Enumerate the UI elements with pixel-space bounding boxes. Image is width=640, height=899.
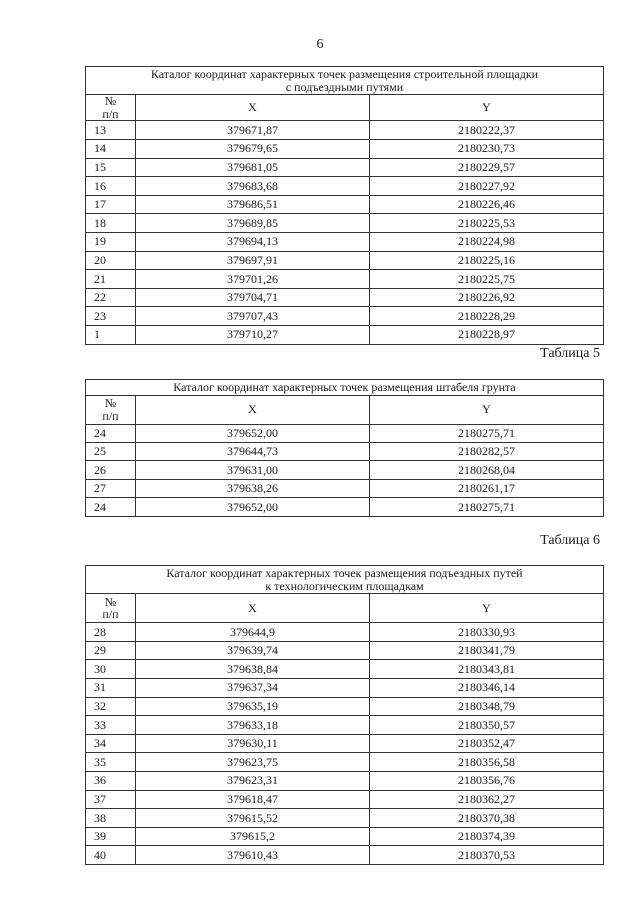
point-number-cell: 1 [86, 325, 136, 344]
y-coordinate-cell: 2180275,71 [370, 498, 604, 516]
y-coordinate-cell: 2180362,27 [370, 790, 604, 809]
coordinates-table-construction-site [85, 66, 604, 345]
x-coordinate-cell: 379686,51 [136, 195, 370, 214]
x-coordinate-cell: 379707,43 [136, 307, 370, 326]
y-coordinate-cell: 2180374,39 [370, 827, 604, 846]
x-coordinate-cell: 379637,34 [136, 678, 370, 697]
x-coordinate-cell: 379638,84 [136, 660, 370, 679]
column-header-y: Y [370, 95, 604, 121]
point-number-cell: 27 [86, 479, 136, 497]
x-coordinate-cell: 379638,26 [136, 479, 370, 497]
table-row [86, 325, 604, 344]
y-coordinate-cell: 2180222,37 [370, 121, 604, 140]
table-row [86, 771, 604, 790]
point-number-cell: 21 [86, 270, 136, 289]
point-number-cell: 28 [86, 623, 136, 642]
x-coordinate-cell: 379630,11 [136, 734, 370, 753]
table-row [86, 641, 604, 660]
table-title-line1: Каталог координат характерных точек размещения строительной площадки [150, 67, 539, 81]
y-coordinate-cell: 2180348,79 [370, 697, 604, 716]
x-coordinate-cell: 379618,47 [136, 790, 370, 809]
y-coordinate-cell: 2180356,58 [370, 753, 604, 772]
y-coordinate-cell: 2180282,57 [370, 442, 604, 460]
point-number-cell: 36 [86, 771, 136, 790]
table-row [86, 809, 604, 828]
column-header-y: Y [370, 594, 604, 623]
table-title [86, 380, 604, 396]
point-number-cell: 19 [86, 232, 136, 251]
table-body [86, 424, 604, 516]
column-header-number: № п/п [86, 395, 136, 424]
y-coordinate-cell: 2180370,38 [370, 809, 604, 828]
point-number-cell: 32 [86, 697, 136, 716]
table-row [86, 678, 604, 697]
point-number-cell: 14 [86, 139, 136, 158]
column-header-x: X [136, 95, 370, 121]
y-coordinate-cell: 2180226,92 [370, 288, 604, 307]
table-row [86, 716, 604, 735]
point-number-cell: 18 [86, 214, 136, 233]
x-coordinate-cell: 379644,9 [136, 623, 370, 642]
y-coordinate-cell: 2180225,16 [370, 251, 604, 270]
table-body [86, 121, 604, 344]
x-coordinate-cell: 379697,91 [136, 251, 370, 270]
column-header-y: Y [370, 395, 604, 424]
x-coordinate-cell: 379610,43 [136, 846, 370, 865]
y-coordinate-cell: 2180343,81 [370, 660, 604, 679]
column-header-x: X [136, 594, 370, 623]
column-header-number: № п/п [86, 594, 136, 623]
y-coordinate-cell: 2180370,53 [370, 846, 604, 865]
x-coordinate-cell: 379679,65 [136, 139, 370, 158]
point-number-cell: 23 [86, 307, 136, 326]
x-coordinate-cell: 379710,27 [136, 325, 370, 344]
table-row [86, 288, 604, 307]
x-coordinate-cell: 379623,75 [136, 753, 370, 772]
y-coordinate-cell: 2180346,14 [370, 678, 604, 697]
x-coordinate-cell: 379631,00 [136, 461, 370, 479]
table-caption-6: Таблица 6 [540, 533, 600, 548]
point-number-cell: 24 [86, 498, 136, 516]
table-title [86, 67, 604, 95]
x-coordinate-cell: 379652,00 [136, 424, 370, 442]
table-row [86, 827, 604, 846]
y-coordinate-cell: 2180275,71 [370, 424, 604, 442]
x-coordinate-cell: 379704,71 [136, 288, 370, 307]
table-row [86, 158, 604, 177]
table-row [86, 270, 604, 289]
coordinates-table-soil-stockpile [85, 379, 604, 517]
table-caption-5: Таблица 5 [540, 346, 600, 361]
table-row [86, 790, 604, 809]
x-coordinate-cell: 379671,87 [136, 121, 370, 140]
y-coordinate-cell: 2180226,46 [370, 195, 604, 214]
y-coordinate-cell: 2180350,57 [370, 716, 604, 735]
y-coordinate-cell: 2180224,98 [370, 232, 604, 251]
x-coordinate-cell: 379615,52 [136, 809, 370, 828]
table-row [86, 479, 604, 497]
point-number-cell: 17 [86, 195, 136, 214]
y-coordinate-cell: 2180228,29 [370, 307, 604, 326]
point-number-cell: 26 [86, 461, 136, 479]
table-row [86, 660, 604, 679]
y-coordinate-cell: 2180341,79 [370, 641, 604, 660]
column-header-x: X [136, 395, 370, 424]
table-row [86, 461, 604, 479]
point-number-cell: 31 [86, 678, 136, 697]
y-coordinate-cell: 2180330,93 [370, 623, 604, 642]
table-row [86, 734, 604, 753]
y-coordinate-cell: 2180225,53 [370, 214, 604, 233]
x-coordinate-cell: 379615,2 [136, 827, 370, 846]
y-coordinate-cell: 2180225,75 [370, 270, 604, 289]
x-coordinate-cell: 379652,00 [136, 498, 370, 516]
table-title-line1: Каталог координат характерных точек размещения подъездных путей [166, 566, 523, 580]
x-coordinate-cell: 379644,73 [136, 442, 370, 460]
point-number-cell: 34 [86, 734, 136, 753]
table-row [86, 251, 604, 270]
table-body [86, 623, 604, 865]
table-title [86, 566, 604, 594]
table-row [86, 442, 604, 460]
coordinates-table-access-roads [85, 565, 604, 865]
column-header-number: № п/п [86, 95, 136, 121]
table-row [86, 195, 604, 214]
table-row [86, 232, 604, 251]
point-number-cell: 30 [86, 660, 136, 679]
y-coordinate-cell: 2180230,73 [370, 139, 604, 158]
y-coordinate-cell: 2180229,57 [370, 158, 604, 177]
point-number-cell: 16 [86, 177, 136, 196]
table-row [86, 139, 604, 158]
x-coordinate-cell: 379635,19 [136, 697, 370, 716]
table-row [86, 214, 604, 233]
table-row [86, 307, 604, 326]
y-coordinate-cell: 2180261,17 [370, 479, 604, 497]
table-title-line2: к технологическим площадкам [265, 578, 424, 593]
y-coordinate-cell: 2180352,47 [370, 734, 604, 753]
table-row [86, 753, 604, 772]
point-number-cell: 15 [86, 158, 136, 177]
x-coordinate-cell: 379639,74 [136, 641, 370, 660]
x-coordinate-cell: 379681,05 [136, 158, 370, 177]
y-coordinate-cell: 2180228,97 [370, 325, 604, 344]
x-coordinate-cell: 379701,26 [136, 270, 370, 289]
point-number-cell: 35 [86, 753, 136, 772]
x-coordinate-cell: 379694,13 [136, 232, 370, 251]
point-number-cell: 25 [86, 442, 136, 460]
x-coordinate-cell: 379623,31 [136, 771, 370, 790]
table-row [86, 697, 604, 716]
x-coordinate-cell: 379689,85 [136, 214, 370, 233]
table-row [86, 846, 604, 865]
y-coordinate-cell: 2180268,04 [370, 461, 604, 479]
page-number: 6 [316, 37, 324, 52]
table-title-line1: Каталог координат характерных точек размещения штабеля грунта [173, 380, 516, 394]
y-coordinate-cell: 2180356,76 [370, 771, 604, 790]
point-number-cell: 39 [86, 827, 136, 846]
point-number-cell: 22 [86, 288, 136, 307]
point-number-cell: 24 [86, 424, 136, 442]
point-number-cell: 29 [86, 641, 136, 660]
point-number-cell: 40 [86, 846, 136, 865]
x-coordinate-cell: 379683,68 [136, 177, 370, 196]
point-number-cell: 20 [86, 251, 136, 270]
point-number-cell: 33 [86, 716, 136, 735]
point-number-cell: 38 [86, 809, 136, 828]
table-title-line2: с подъездными путями [285, 79, 404, 94]
table-row [86, 121, 604, 140]
table-row [86, 623, 604, 642]
point-number-cell: 13 [86, 121, 136, 140]
table-row [86, 177, 604, 196]
y-coordinate-cell: 2180227,92 [370, 177, 604, 196]
x-coordinate-cell: 379633,18 [136, 716, 370, 735]
table-row [86, 498, 604, 516]
table-row [86, 424, 604, 442]
point-number-cell: 37 [86, 790, 136, 809]
